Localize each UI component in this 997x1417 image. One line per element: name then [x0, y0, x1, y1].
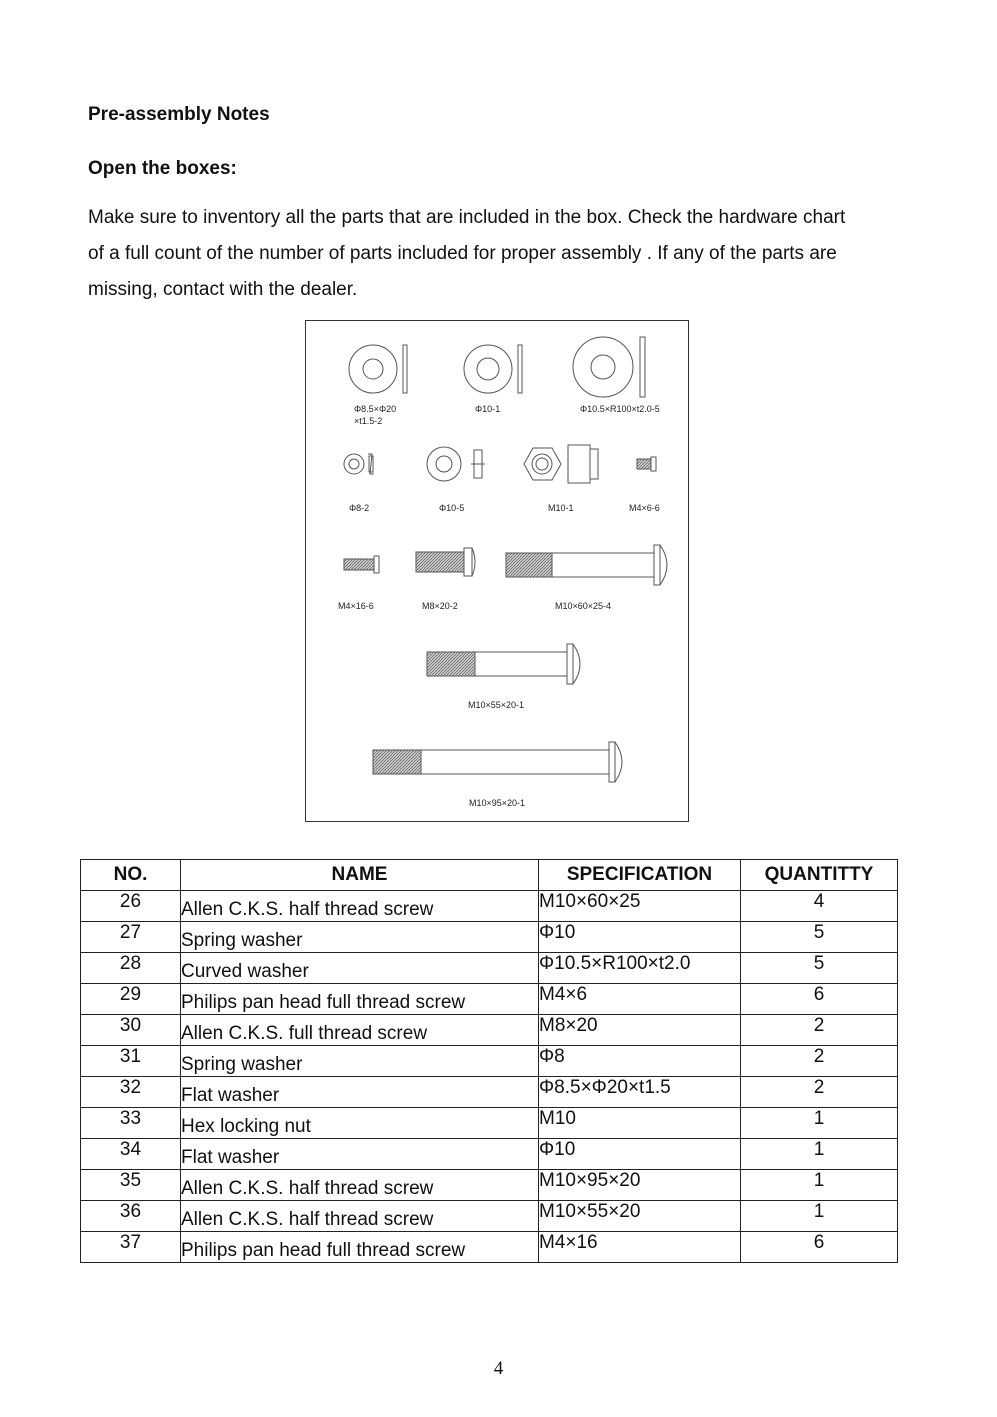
cell-qty: 4 [741, 891, 898, 922]
cell-no: 27 [81, 922, 181, 953]
cell-spec: M4×6 [539, 984, 741, 1015]
curved-washer-icon [573, 337, 645, 397]
page-title: Pre-assembly Notes [88, 104, 270, 125]
cell-name: Philips pan head full thread screw [181, 984, 539, 1015]
cell-name: Hex locking nut [181, 1108, 539, 1139]
table-row [81, 1201, 898, 1232]
cell-no: 36 [81, 1201, 181, 1232]
screw-m8x20-icon [416, 548, 475, 576]
table-row [81, 1139, 898, 1170]
cell-qty: 6 [741, 984, 898, 1015]
cell-spec: Φ8.5×Φ20×t1.5 [539, 1077, 741, 1108]
bolt-m10x60-icon [506, 545, 667, 585]
part-label: M8×20-2 [422, 601, 458, 611]
paragraph-line: Make sure to inventory all the parts that are included in the box. Check the hardware chart [88, 207, 846, 228]
table-header-row [81, 860, 898, 891]
cell-no: 32 [81, 1077, 181, 1108]
cell-no: 35 [81, 1170, 181, 1201]
paragraph-line: missing, contact with the dealer. [88, 279, 358, 300]
table-row [81, 953, 898, 984]
paragraph-line: of a full count of the number of parts included for proper assembly . If any of the parts are [88, 243, 837, 264]
cell-name: Allen C.K.S. half thread screw [181, 891, 539, 922]
cell-no: 31 [81, 1046, 181, 1077]
header-name: NAME [181, 860, 539, 891]
table-row [81, 1077, 898, 1108]
cell-qty: 5 [741, 922, 898, 953]
part-label: Φ10.5×R100×t2.0-5 [580, 404, 660, 414]
bolt-m10x95-icon [373, 742, 622, 782]
part-label: M4×6-6 [629, 503, 660, 513]
cell-no: 34 [81, 1139, 181, 1170]
screw-m4x16-icon [344, 556, 379, 573]
cell-spec: M10×60×25 [539, 891, 741, 922]
cell-qty: 1 [741, 1170, 898, 1201]
cell-qty: 1 [741, 1139, 898, 1170]
section-heading: Open the boxes: [88, 158, 237, 179]
header-no: NO. [81, 860, 181, 891]
part-label: Φ8.5×Φ20 [354, 404, 397, 414]
cell-spec: Φ10 [539, 1139, 741, 1170]
cell-spec: M10 [539, 1108, 741, 1139]
cell-spec: Φ10.5×R100×t2.0 [539, 953, 741, 984]
table-row [81, 1170, 898, 1201]
cell-spec: M4×16 [539, 1232, 741, 1263]
part-label: Φ8-2 [349, 503, 370, 513]
instructions-paragraph [88, 200, 918, 308]
hardware-drawing [306, 321, 690, 823]
cell-no: 37 [81, 1232, 181, 1263]
part-label: M10-1 [548, 503, 574, 513]
hardware-diagram [305, 320, 689, 822]
table-row [81, 922, 898, 953]
spring-washer-icon [344, 454, 374, 474]
cell-no: 30 [81, 1015, 181, 1046]
cell-no: 33 [81, 1108, 181, 1139]
cell-qty: 2 [741, 1046, 898, 1077]
cell-spec: Φ10 [539, 922, 741, 953]
cell-spec: M8×20 [539, 1015, 741, 1046]
part-label: M10×55×20-1 [468, 700, 525, 710]
header-qty: QUANTITTY [741, 860, 898, 891]
table-row [81, 1046, 898, 1077]
flat-washer-icon [349, 345, 407, 393]
cell-name: Allen C.K.S. half thread screw [181, 1170, 539, 1201]
cell-qty: 1 [741, 1201, 898, 1232]
cell-qty: 2 [741, 1077, 898, 1108]
table-row [81, 1232, 898, 1263]
cell-spec: M10×95×20 [539, 1170, 741, 1201]
part-label: Φ10-5 [439, 503, 465, 513]
table-row [81, 1108, 898, 1139]
cell-name: Flat washer [181, 1077, 539, 1108]
part-label: Φ10-1 [475, 404, 501, 414]
part-label: M10×95×20-1 [469, 798, 526, 808]
cell-name: Spring washer [181, 922, 539, 953]
spring-washer-icon [427, 447, 485, 481]
small-screw-icon [637, 457, 656, 471]
header-spec: SPECIFICATION [539, 860, 741, 891]
page-number: 4 [493, 1358, 504, 1379]
hardware-table [80, 859, 898, 1263]
bolt-m10x55-icon [427, 644, 580, 684]
part-label: ×t1.5-2 [354, 416, 383, 426]
cell-no: 28 [81, 953, 181, 984]
table-row [81, 891, 898, 922]
table-row [81, 1015, 898, 1046]
part-label: M4×16-6 [338, 601, 374, 611]
part-label: M10×60×25-4 [555, 601, 612, 611]
cell-name: Philips pan head full thread screw [181, 1232, 539, 1263]
cell-spec: M10×55×20 [539, 1201, 741, 1232]
cell-name: Allen C.K.S. half thread screw [181, 1201, 539, 1232]
hex-nut-icon [524, 445, 598, 483]
cell-name: Curved washer [181, 953, 539, 984]
cell-name: Allen C.K.S. full thread screw [181, 1015, 539, 1046]
table-row [81, 984, 898, 1015]
cell-qty: 5 [741, 953, 898, 984]
cell-no: 29 [81, 984, 181, 1015]
cell-name: Spring washer [181, 1046, 539, 1077]
cell-qty: 1 [741, 1108, 898, 1139]
cell-name: Flat washer [181, 1139, 539, 1170]
cell-qty: 6 [741, 1232, 898, 1263]
cell-no: 26 [81, 891, 181, 922]
cell-spec: Φ8 [539, 1046, 741, 1077]
cell-qty: 2 [741, 1015, 898, 1046]
flat-washer-icon [464, 345, 522, 393]
